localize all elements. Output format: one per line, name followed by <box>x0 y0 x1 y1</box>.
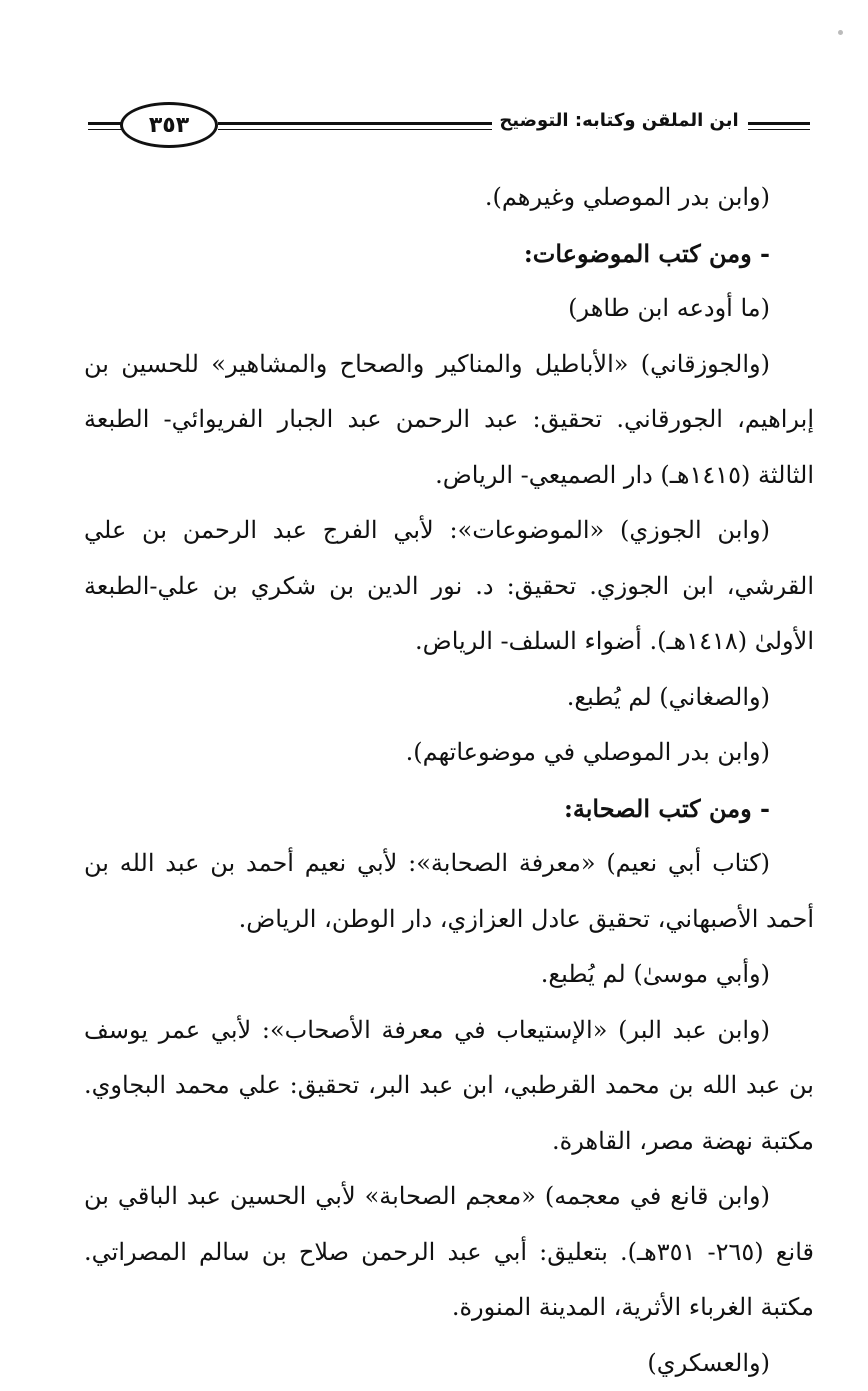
header-rule-left <box>88 122 122 130</box>
paragraph: (ما أودعه ابن طاهر) <box>84 281 814 337</box>
paragraph: (وابن بدر الموصلي وغيرهم). <box>84 170 814 226</box>
section-heading-sahaba: - ومن كتب الصحابة: <box>84 781 814 837</box>
paragraph: (والصغاني) لم يُطبع. <box>84 670 814 726</box>
paragraph: (وابن الجوزي) «الموضوعات»: لأبي الفرج عبد الرحمن بن علي القرشي، ابن الجوزي. تحقيق: د. نور الدين بن شكري بن علي-الطبعة الأولىٰ (١٤١٨هـ). أضواء السلف- الرياض. <box>84 503 814 670</box>
paragraph: (كتاب أبي نعيم) «معرفة الصحابة»: لأبي نعيم أحمد بن عبد الله بن أحمد الأصبهاني، تحقيق عادل العزازي، دار الوطن، الرياض. <box>84 836 814 947</box>
section-heading-mawduat: - ومن كتب الموضوعات: <box>84 226 814 282</box>
header-rule-middle <box>218 122 492 130</box>
running-title: ابن الملقن وكتابه: التوضيح <box>496 110 742 131</box>
scan-speck <box>838 30 843 35</box>
paragraph: (وابن عبد البر) «الإستيعاب في معرفة الأصحاب»: لأبي عمر يوسف بن عبد الله بن محمد القرطبي، ابن عبد البر، تحقيق: علي محمد البجاوي. مكتبة نهضة مصر، القاهرة. <box>84 1003 814 1170</box>
header-rule-right <box>748 122 810 130</box>
body-text <box>84 170 814 1391</box>
page-number: ٣٥٣ <box>120 102 218 148</box>
paragraph: (وأبي موسىٰ) لم يُطبع. <box>84 947 814 1003</box>
paragraph: (وابن قانع في معجمه) «معجم الصحابة» لأبي الحسين عبد الباقي بن قانع (٢٦٥- ٣٥١هـ). بتعليق: أبي عبد الرحمن صلاح بن سالم المصراتي. مكتبة الغرباء الأثرية، المدينة المنورة. <box>84 1169 814 1336</box>
paragraph: (والجوزقاني) «الأباطيل والمناكير والصحاح والمشاهير» للحسين بن إبراهيم، الجورقاني. تحقيق: عبد الرحمن عبد الجبار الفريوائي- الطبعة الثالثة (١٤١٥هـ) دار الصميعي- الرياض. <box>84 337 814 504</box>
paragraph: (والعسكري) <box>84 1336 814 1391</box>
paragraph: (وابن بدر الموصلي في موضوعاتهم). <box>84 725 814 781</box>
page-header <box>88 100 810 150</box>
